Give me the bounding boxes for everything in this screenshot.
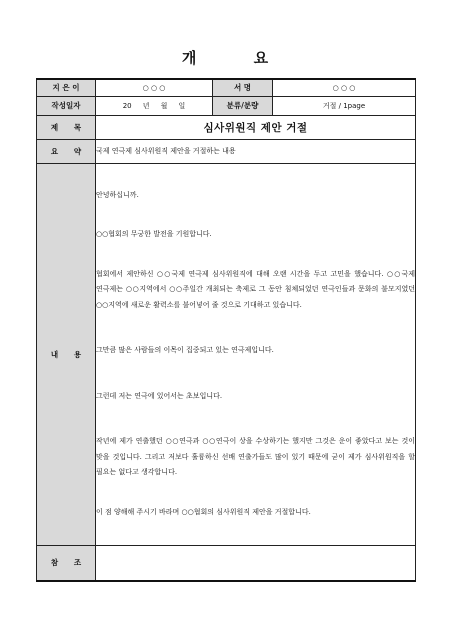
- subject-label: 제 목: [37, 115, 96, 139]
- category-label: 분류/분량: [213, 96, 273, 115]
- greeting-paragraph: 안녕하십니까.: [96, 190, 139, 199]
- subject-value: 심사위원직 제안 거절: [96, 115, 416, 139]
- wish-paragraph: ○○협회의 무궁한 발전을 기원합니다.: [96, 230, 212, 239]
- date-value: 20 년 월 일: [96, 96, 213, 115]
- summary-value: 국제 연극제 심사위원직 제안을 거절하는 내용: [96, 139, 416, 163]
- closing-paragraph: 이 점 양해해 주시기 바라며 ○○협회의 심사위원직 제안을 거절합니다.: [96, 507, 311, 516]
- date-label: 작성일자: [37, 96, 96, 115]
- reference-label: 참 조: [37, 545, 96, 581]
- beginner-paragraph: 그런데 저는 연극에 있어서는 초보입니다.: [96, 391, 223, 400]
- content-label: 내 용: [37, 163, 96, 545]
- reason-paragraph: 작년에 제가 연출했던 ○○연극과 ○○연극이 상을 수상하기는 했지만 그것은 운이 좋았다고 보는 것이 맞을 것입니다. 그리고 저보다 훌륭하신 선배 연출가들도 많이 있기 때문에 굳이 제가 심사위원직을 할 필요는 없다고 생각합니다.: [96, 437, 415, 477]
- overview-form: [36, 78, 416, 582]
- author-value: ○ ○ ○: [96, 79, 213, 96]
- summary-label: 요 약: [37, 139, 96, 163]
- content-body: [96, 163, 416, 545]
- author-label: 지 은 이: [37, 79, 96, 96]
- document-title: 개 요: [181, 49, 295, 67]
- category-value: 거절 / 1page: [273, 96, 416, 115]
- reference-value: [96, 545, 416, 581]
- attention-paragraph: 그만큼 많은 사람들의 이목이 집중되고 있는 연극제입니다.: [96, 346, 274, 355]
- festival-paragraph: 협회에서 제안하신 ○○국제 연극제 심사위원직에 대해 오랜 시간을 두고 고민을 했습니다. ○○국제 연극제는 ○○지역에서 ○○주일간 개최되는 축제로 그 동안 침체되었던 연극인들과 문화의 불모지였던 ○○지역에 새로운 활력소를 불어넣어 줄 것으로 기대하고 있습니다.: [96, 269, 415, 309]
- signature-label: 서 명: [213, 79, 273, 96]
- signature-value: ○ ○ ○: [273, 79, 416, 96]
